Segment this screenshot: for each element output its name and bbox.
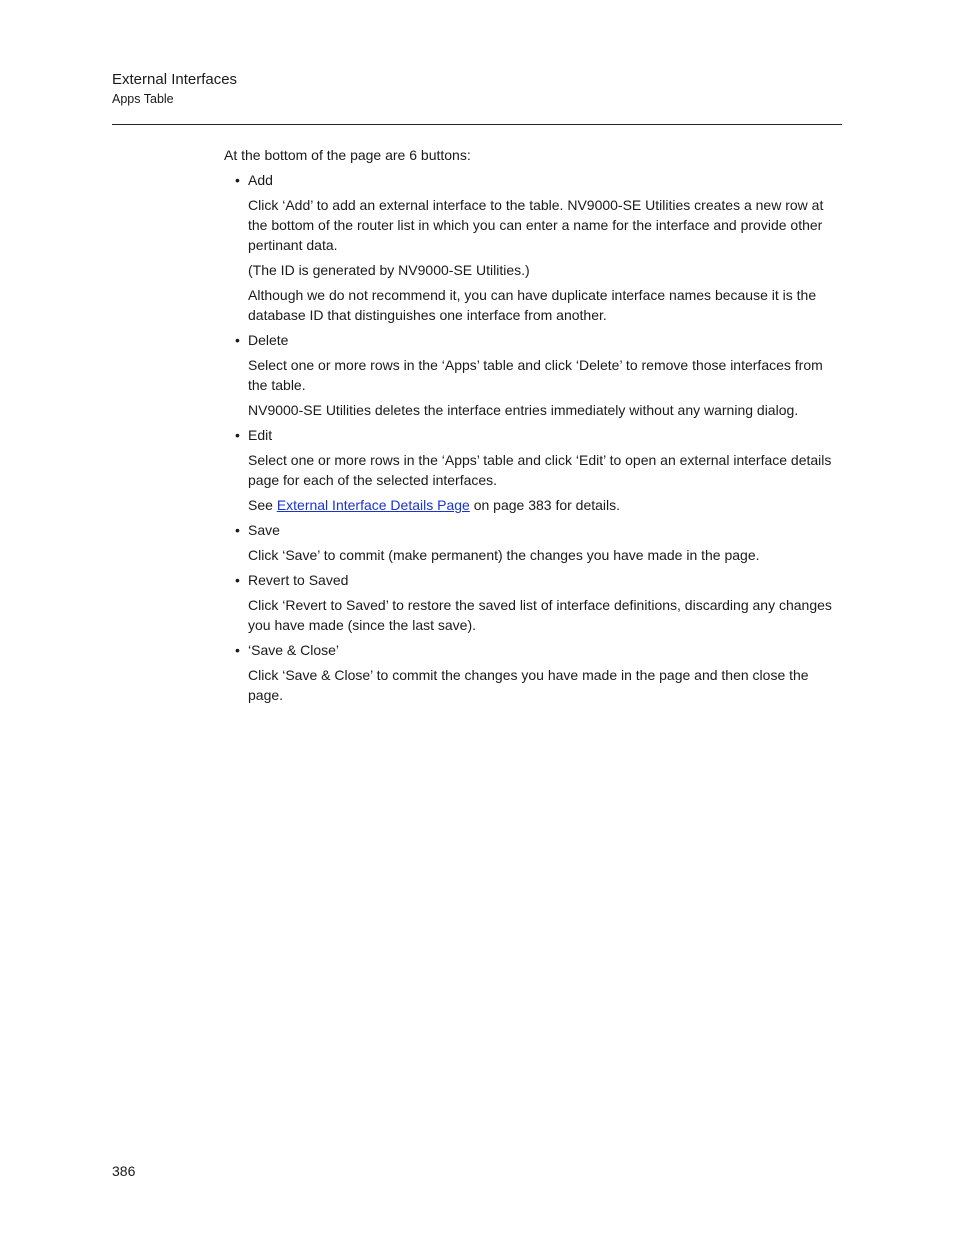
bullet-glyph: • xyxy=(235,572,240,588)
save-close-description: Click ‘Save & Close’ to commit the changes you have made in the page and then close the page. xyxy=(248,667,809,703)
bullet-glyph: • xyxy=(235,427,240,443)
bullet-item-save xyxy=(224,520,842,540)
edit-see-reference xyxy=(248,495,842,515)
add-description: Click ‘Add’ to add an external interface to the table. NV9000-SE Utilities creates a new row at the bottom of the router list in which you can enter a name for the interface and provide other pertinant data. xyxy=(248,197,824,253)
delete-warning-note: NV9000-SE Utilities deletes the interface entries immediately without any warning dialog. xyxy=(248,402,799,418)
bullet-glyph: • xyxy=(235,522,240,538)
section-title: Apps Table xyxy=(112,92,174,106)
save-description: Click ‘Save’ to commit (make permanent) the changes you have made in the page. xyxy=(248,547,760,563)
delete-description: Select one or more rows in the ‘Apps’ table and click ‘Delete’ to remove those interfaces from the table. xyxy=(248,357,823,393)
bullet-label: Revert to Saved xyxy=(248,572,349,588)
bullet-item-delete xyxy=(224,330,842,350)
bullet-glyph: • xyxy=(235,642,240,658)
bullet-item-add xyxy=(224,170,842,190)
revert-description: Click ‘Revert to Saved’ to restore the saved list of interface definitions, discarding any changes you have made (since the last save). xyxy=(248,597,832,633)
edit-description: Select one or more rows in the ‘Apps’ table and click ‘Edit’ to open an external interface details page for each of the selected interfaces. xyxy=(248,452,832,488)
add-duplicate-note: Although we do not recommend it, you can have duplicate interface names because it is the database ID that distinguishes one interface from another. xyxy=(248,287,817,323)
bullet-label: Save xyxy=(248,522,280,538)
bullet-label: Delete xyxy=(248,332,289,348)
bullet-item-save-close xyxy=(224,640,842,660)
chapter-title: External Interfaces xyxy=(112,71,238,88)
bullet-glyph: • xyxy=(235,172,240,188)
bullet-label: Edit xyxy=(248,427,273,443)
external-interface-details-link[interactable]: External Interface Details Page xyxy=(276,497,470,513)
add-id-note: (The ID is generated by NV9000-SE Utilities.) xyxy=(248,262,530,278)
page-number: 386 xyxy=(112,1163,136,1179)
header-divider xyxy=(112,124,842,125)
bullet-label: ‘Save & Close’ xyxy=(248,642,340,658)
see-prefix: See xyxy=(248,497,277,513)
bullet-item-edit xyxy=(224,425,842,445)
intro-paragraph: At the bottom of the page are 6 buttons: xyxy=(224,147,471,163)
bullet-label: Add xyxy=(248,172,273,188)
bullet-glyph: • xyxy=(235,332,240,348)
body-content xyxy=(224,145,842,710)
running-header xyxy=(112,70,842,107)
bullet-item-revert xyxy=(224,570,842,590)
see-suffix: on page 383 for details. xyxy=(469,497,621,513)
